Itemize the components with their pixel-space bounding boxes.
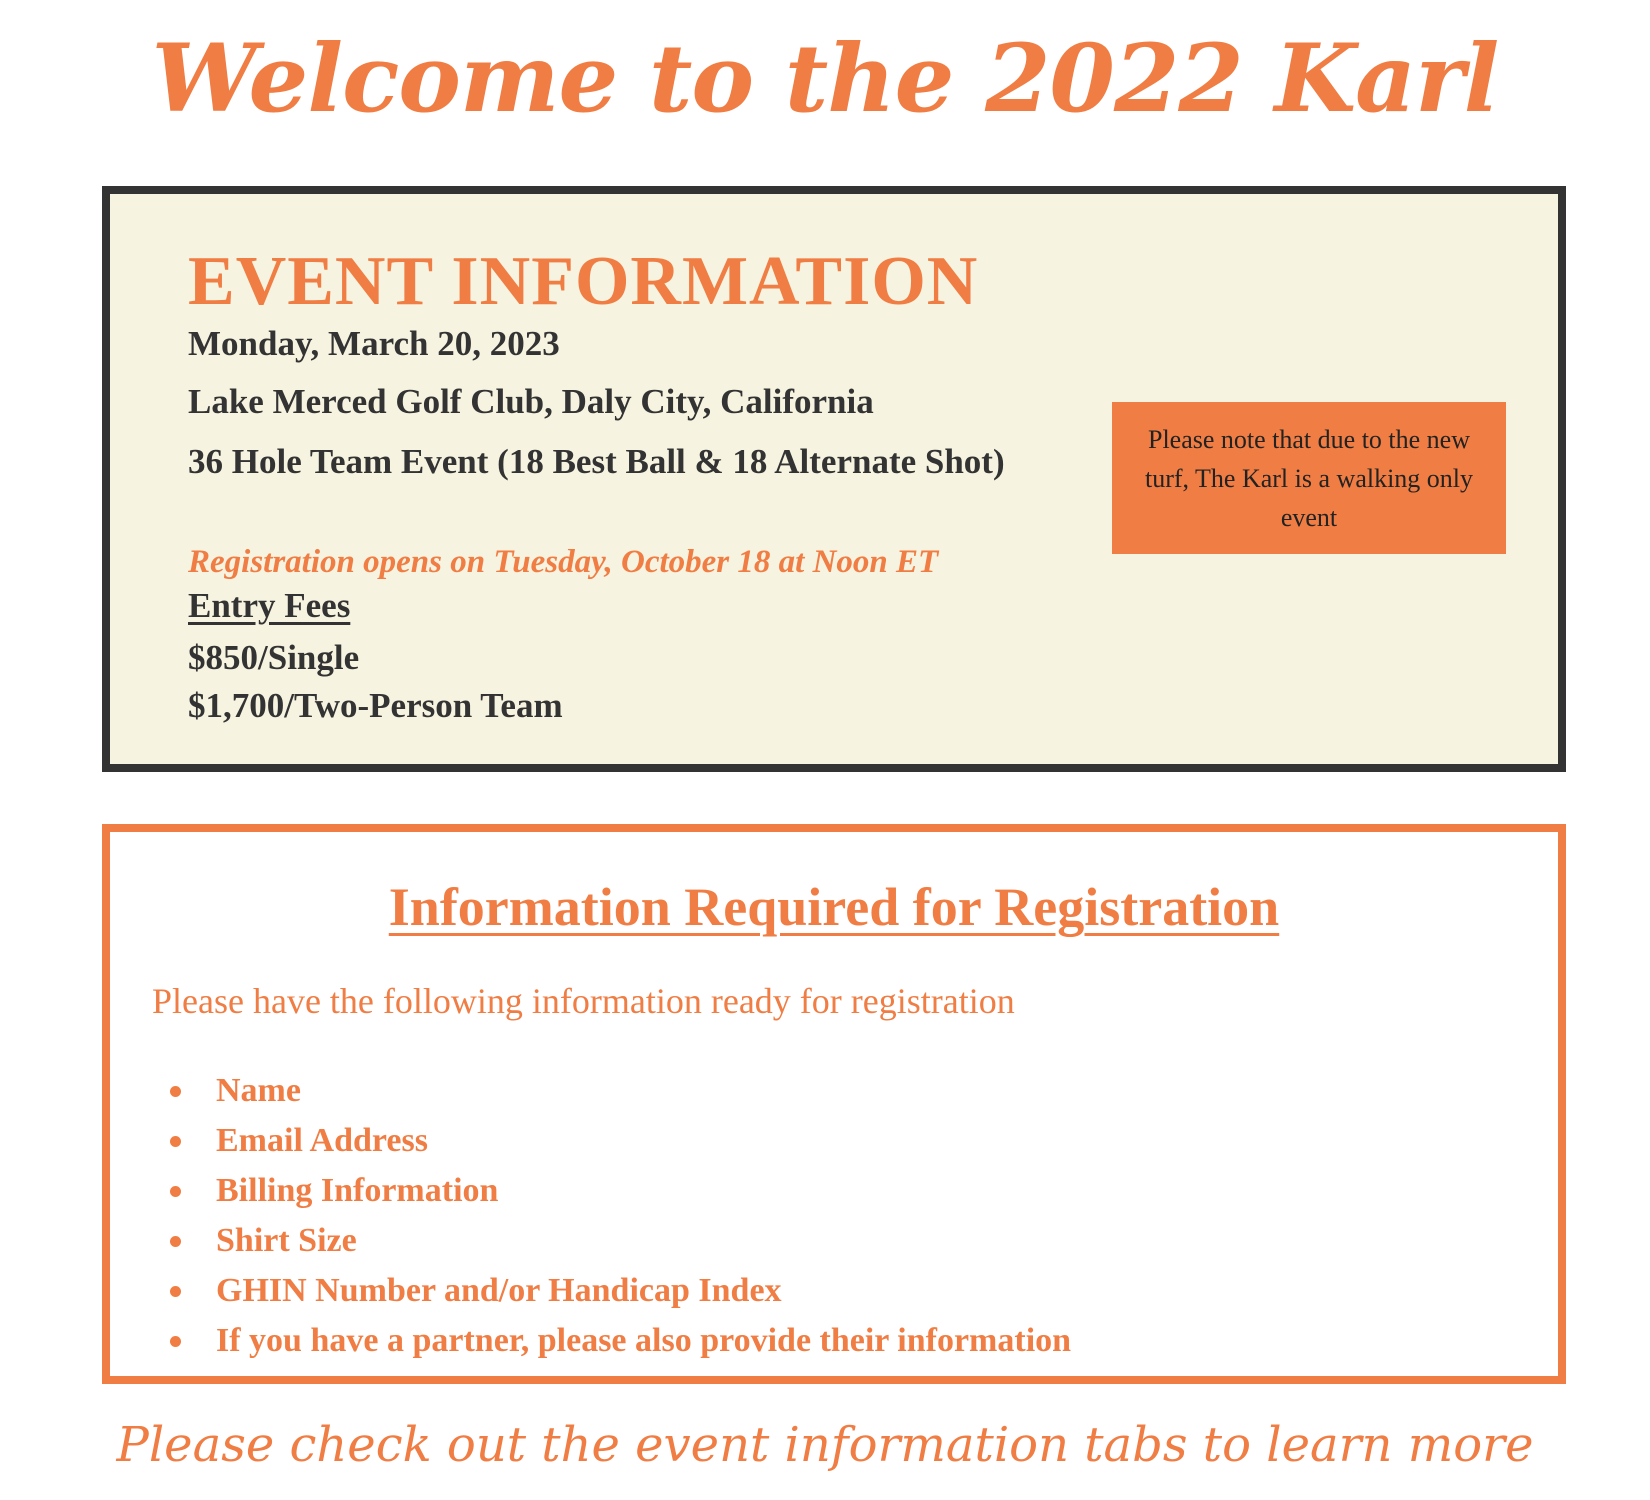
event-location: Lake Merced Golf Club, Daly City, California <box>188 382 874 421</box>
event-tabs-note: Please check out the event information tabs to learn more <box>116 1417 1534 1473</box>
list-item <box>166 1266 1071 1316</box>
fee-single: $850/Single <box>188 638 360 677</box>
list-item-label: Email Address <box>216 1122 428 1159</box>
list-item-label: Shirt Size <box>216 1222 357 1259</box>
registration-intro: Please have the following information ready for registration <box>152 981 1015 1021</box>
bullet-icon <box>170 1136 181 1147</box>
list-item <box>166 1116 1071 1166</box>
registration-opens-note: Registration opens on Tuesday, October 18 at Noon ET <box>188 544 939 580</box>
list-item <box>166 1166 1071 1216</box>
list-item <box>166 1216 1071 1266</box>
entry-fees-label: Entry Fees <box>188 586 351 625</box>
list-item <box>166 1066 1071 1116</box>
list-item <box>166 1316 1071 1366</box>
page-title: Welcome to the 2022 Karl <box>151 24 1499 134</box>
list-item-label: Name <box>216 1072 301 1109</box>
fee-team: $1,700/Two-Person Team <box>188 686 563 725</box>
event-information-heading: EVENT INFORMATION <box>188 243 979 320</box>
list-item-label: If you have a partner, please also provide their information <box>216 1322 1072 1359</box>
event-format: 36 Hole Team Event (18 Best Ball & 18 Alternate Shot) <box>188 442 1005 481</box>
event-date: Monday, March 20, 2023 <box>188 324 560 363</box>
bullet-icon <box>170 1086 181 1097</box>
walking-only-notice <box>1112 402 1506 554</box>
bullet-icon <box>170 1186 181 1197</box>
list-item-label: GHIN Number and/or Handicap Index <box>216 1272 782 1309</box>
registration-requirements-heading: Information Required for Registration <box>388 877 1280 937</box>
bullet-icon <box>170 1286 181 1297</box>
bullet-icon <box>170 1236 181 1247</box>
list-item-label: Billing Information <box>216 1172 499 1209</box>
bullet-icon <box>170 1336 181 1347</box>
required-info-list <box>166 1066 1071 1366</box>
event-information-panel <box>102 186 1566 772</box>
walking-only-notice-text: Please note that due to the new turf, The Karl is a walking only event <box>1144 424 1474 532</box>
registration-requirements-panel <box>102 824 1566 1384</box>
